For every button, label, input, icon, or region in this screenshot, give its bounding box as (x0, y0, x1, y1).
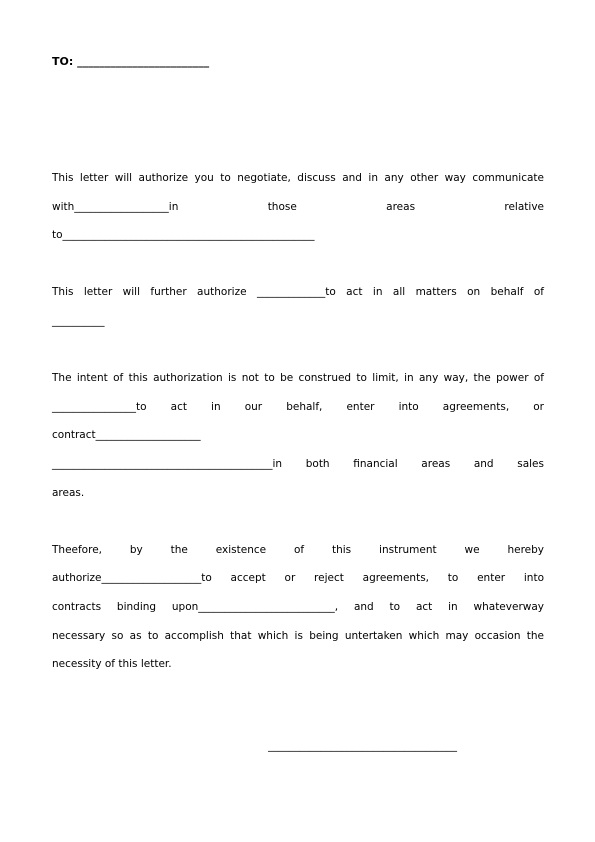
paragraph-line: The intent of this authorization is not to be construed to limit, in any way, the power of (52, 372, 544, 385)
paragraph-3 (52, 364, 544, 507)
paragraph-line: areas. (52, 486, 85, 499)
signature-line: ____________________________________ (268, 740, 457, 752)
letter-body (52, 164, 544, 707)
paragraph-line: contract____________________ (52, 429, 201, 442)
paragraph-line: __________ (52, 314, 105, 327)
paragraph-line: ________________to act in our behalf, enter into agreements, or (52, 400, 544, 413)
paragraph-2 (52, 278, 544, 335)
paragraph-line: necessary so as to accomplish that which is being untertaken which may occasion the (52, 629, 544, 642)
paragraph-line: with__________________in those areas relative (52, 200, 544, 213)
paragraph-line: __________________________________________in both financial areas and sales (52, 457, 544, 470)
paragraph-line: This letter will authorize you to negotiate, discuss and in any other way communicate (52, 172, 544, 184)
paragraph-line: authorize___________________to accept or reject agreements, to enter into (52, 572, 544, 585)
paragraph-4 (52, 536, 544, 679)
to-line: TO: ________________________ (52, 55, 210, 68)
paragraph-line: to________________________________________________ (52, 229, 315, 242)
paragraph-line: contracts binding upon__________________________, and to act in whateverway (52, 600, 544, 613)
paragraph-line: This letter will further authorize _____________to act in all matters on behalf of (52, 286, 544, 299)
paragraph-line: necessity of this letter. (52, 658, 172, 671)
paragraph-line: Theefore, by the existence of this instrument we hereby (52, 543, 544, 556)
paragraph-1 (52, 164, 544, 250)
